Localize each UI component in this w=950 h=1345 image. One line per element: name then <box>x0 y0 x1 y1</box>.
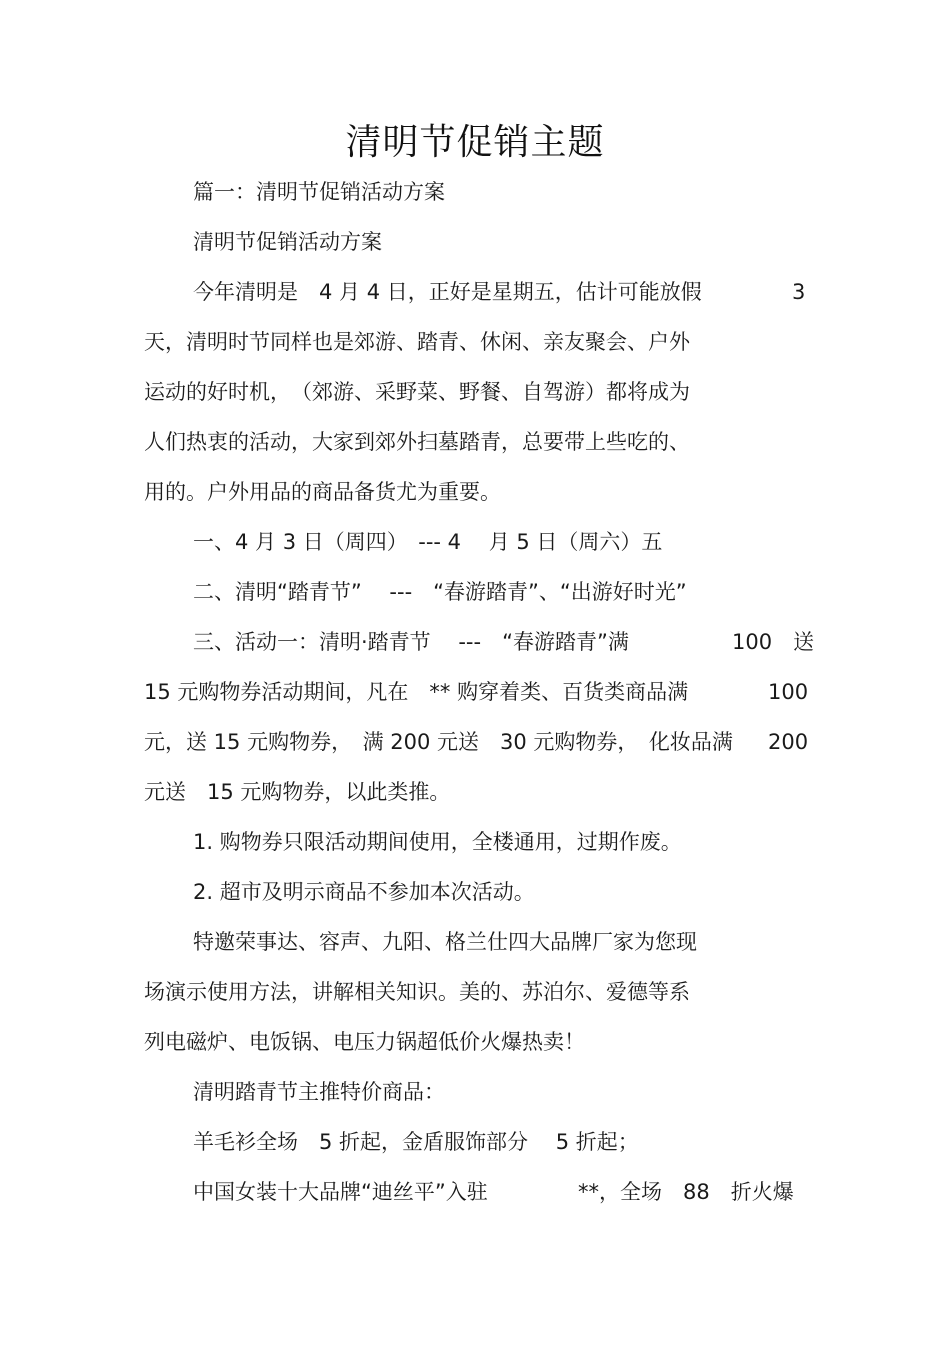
paragraph-line-end: 100 送 <box>732 630 815 654</box>
list-item: 1. 购物券只限活动期间使用，全楼通用，过期作废。 <box>193 830 682 854</box>
paragraph-line: 天，清明时节同样也是郊游、踏青、休闲、亲友聚会、户外 <box>144 330 690 354</box>
paragraph-line: 特邀荣事达、容声、九阳、格兰仕四大品牌厂家为您现 <box>193 930 697 954</box>
list-item: 一、4 月 3 日（周四） --- 4 月 5 日（周六）五 <box>193 530 663 554</box>
paragraph-line: 今年清明是 4 月 4 日，正好是星期五，估计可能放假 <box>193 280 702 304</box>
subheading: 清明节促销活动方案 <box>193 230 382 254</box>
paragraph-line: 元送 15 元购物券，以此类推。 <box>144 780 451 804</box>
list-item: 2. 超市及明示商品不参加本次活动。 <box>193 880 535 904</box>
document-title: 清明节促销主题 <box>345 122 605 163</box>
section-heading: 篇一：清明节促销活动方案 <box>193 180 445 204</box>
paragraph-line-end: 3 <box>792 280 806 304</box>
list-item: 二、清明“踏青节” --- “春游踏青”、“出游好时光” <box>193 580 687 604</box>
paragraph-line-end: **，全场 88 折火爆 <box>578 1180 794 1204</box>
paragraph-line: 三、活动一：清明·踏青节 --- “春游踏青”满 <box>193 630 629 654</box>
paragraph-line: 羊毛衫全场 5 折起，金盾服饰部分 5 折起； <box>193 1130 639 1154</box>
paragraph-line: 人们热衷的活动，大家到郊外扫墓踏青，总要带上些吃的、 <box>144 430 690 454</box>
subheading: 清明踏青节主推特价商品： <box>193 1080 445 1104</box>
paragraph-line: 元，送 15 元购物券， 满 200 元送 30 元购物券， 化妆品满 <box>144 730 733 754</box>
paragraph-line: 中国女装十大品牌“迪丝平”入驻 <box>193 1180 488 1204</box>
paragraph-line-end: 100 <box>768 680 809 704</box>
paragraph-line: 列电磁炉、电饭锅、电压力锅超低价火爆热卖！ <box>144 1030 585 1054</box>
paragraph-line: 15 元购物券活动期间，凡在 ** 购穿着类、百货类商品满 <box>144 680 689 704</box>
paragraph-line: 运动的好时机， （郊游、采野菜、野餐、自驾游）都将成为 <box>144 380 690 404</box>
paragraph-line: 用的。户外用品的商品备货尤为重要。 <box>144 480 501 504</box>
paragraph-line-end: 200 <box>768 730 809 754</box>
paragraph-line: 场演示使用方法，讲解相关知识。美的、苏泊尔、爱德等系 <box>144 980 690 1004</box>
